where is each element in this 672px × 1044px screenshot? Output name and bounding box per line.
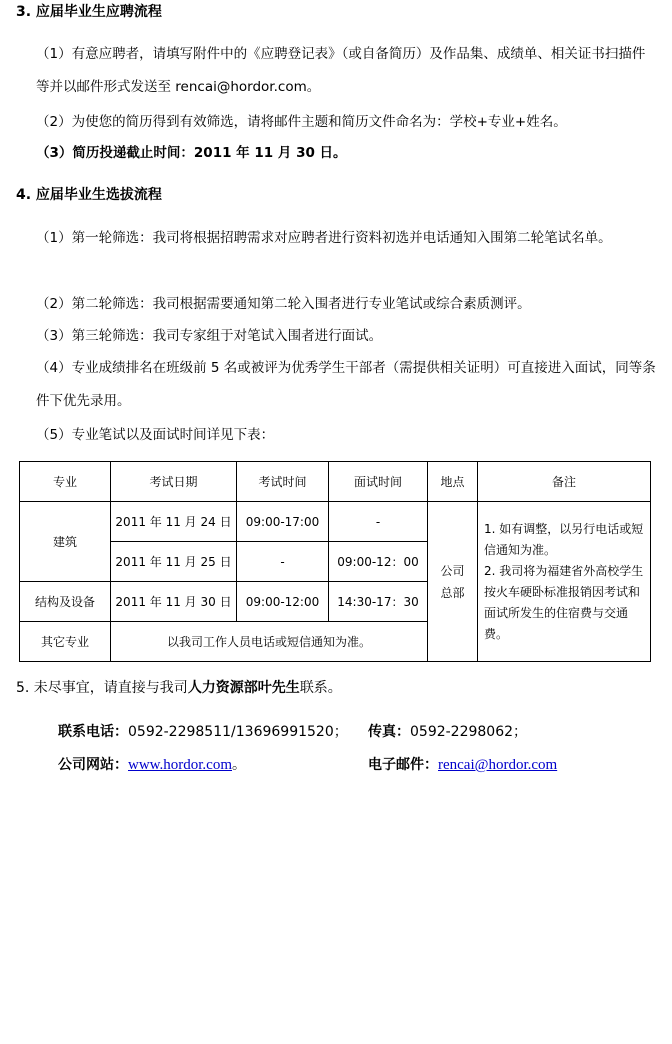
fax-value: 0592-2298062；: [410, 724, 528, 740]
item-label: （4）: [36, 360, 72, 376]
header-exam-date: 考试日期: [111, 462, 237, 502]
interview-time-cell: -: [329, 502, 428, 542]
section-4-item-4: [36, 352, 658, 418]
section-3-item-1: [36, 38, 658, 104]
website-suffix: 。: [232, 757, 247, 773]
exam-date-cell: 2011 年 11 月 24 日: [111, 502, 237, 542]
exam-date-cell: 2011 年 11 月 25 日: [111, 542, 237, 582]
table-row: [20, 502, 651, 542]
location-line-2: 总部: [440, 585, 465, 600]
item-text: 第一轮筛选：我司将根据招聘需求对应聘者进行资料初选并电话通知入围第二轮笔试名单。: [71, 230, 612, 246]
item-text: 有意应聘者，请填写附件中的《应聘登记表》（或自备简历）及作品集、成绩单、相关证书扫描件等并以邮件形式发送至 rencai@hordor.com。: [36, 46, 646, 95]
section-5-prefix: 5. 未尽事宜，请直接与我司: [16, 680, 188, 696]
section-4-item-3: [36, 326, 382, 346]
table-header-row: [20, 462, 651, 502]
item-label: （2）: [36, 296, 72, 312]
section-3-item-3: [36, 143, 347, 163]
item-text: 专业笔试以及面试时间详见下表：: [71, 427, 275, 443]
header-location: 地点: [428, 462, 478, 502]
website-line: [58, 755, 246, 775]
item-text: 为使您的简历得到有效筛选，请将邮件主题和简历文件命名为：学校+专业+姓名。: [71, 114, 567, 130]
location-line-1: 公司: [440, 563, 465, 578]
section-4-item-2: [36, 294, 531, 314]
remarks-cell: [478, 502, 651, 662]
email-line: [368, 755, 557, 775]
section-5-suffix: 联系。: [299, 680, 342, 696]
remark-2: 2. 我司将为福建省外高校学生按火车硬卧标准报销因考试和面试所发生的住宿费与交通费。: [484, 563, 644, 641]
major-cell: 建筑: [20, 502, 111, 582]
website-label: 公司网站：: [58, 757, 128, 773]
item-label: （1）: [36, 46, 72, 62]
item-label: （2）: [36, 114, 72, 130]
phone-line: [58, 722, 348, 742]
item-label: （3）: [36, 145, 73, 161]
item-label: （1）: [36, 230, 72, 246]
contact-person: 人力资源部叶先生: [187, 680, 300, 696]
major-cell: 结构及设备: [20, 582, 111, 622]
header-remarks: 备注: [478, 462, 651, 502]
item-text: 简历投递截止时间：2011 年 11 月 30 日。: [72, 145, 347, 161]
interview-time-cell: 09:00-12：00: [329, 542, 428, 582]
section-4-title: 4. 应届毕业生选拔流程: [16, 187, 162, 203]
website-link[interactable]: www.hordor.com: [128, 757, 233, 773]
section-4-item-5: [36, 425, 274, 445]
location-cell: [428, 502, 478, 662]
fax-label: 传真：: [368, 724, 410, 740]
exam-time-cell: 09:00-12:00: [237, 582, 329, 622]
section-3-title: 3. 应届毕业生应聘流程: [16, 4, 162, 20]
phone-label: 联系电话：: [58, 724, 128, 740]
remark-1: 1. 如有调整，以另行电话或短信通知为准。: [484, 521, 644, 557]
major-cell: 其它专业: [20, 622, 111, 662]
item-label: （5）: [36, 427, 72, 443]
exam-date-cell: 2011 年 11 月 30 日: [111, 582, 237, 622]
phone-value: 0592-2298511/13696991520；: [128, 724, 348, 740]
other-major-note: 以我司工作人员电话或短信通知为准。: [111, 622, 428, 662]
exam-time-cell: -: [237, 542, 329, 582]
item-text: 第三轮筛选：我司专家组于对笔试入围者进行面试。: [71, 328, 383, 344]
fax-line: [368, 722, 527, 742]
header-exam-time: 考试时间: [237, 462, 329, 502]
exam-time-cell: 09:00-17:00: [237, 502, 329, 542]
section-5-text: [16, 678, 342, 698]
email-link[interactable]: rencai@hordor.com: [438, 757, 558, 773]
schedule-table: [19, 461, 651, 662]
header-interview-time: 面试时间: [329, 462, 428, 502]
section-3-item-2: [36, 112, 567, 132]
item-text: 第二轮筛选：我司根据需要通知第二轮入围者进行专业笔试或综合素质测评。: [71, 296, 531, 312]
header-major: 专业: [20, 462, 111, 502]
item-label: （3）: [36, 328, 72, 344]
section-4-item-1: [36, 222, 658, 255]
item-text: 专业成绩排名在班级前 5 名或被评为优秀学生干部者（需提供相关证明）可直接进入面试，同等条件下优先录用。: [36, 360, 656, 409]
email-label: 电子邮件：: [368, 757, 438, 773]
interview-time-cell: 14:30-17：30: [329, 582, 428, 622]
